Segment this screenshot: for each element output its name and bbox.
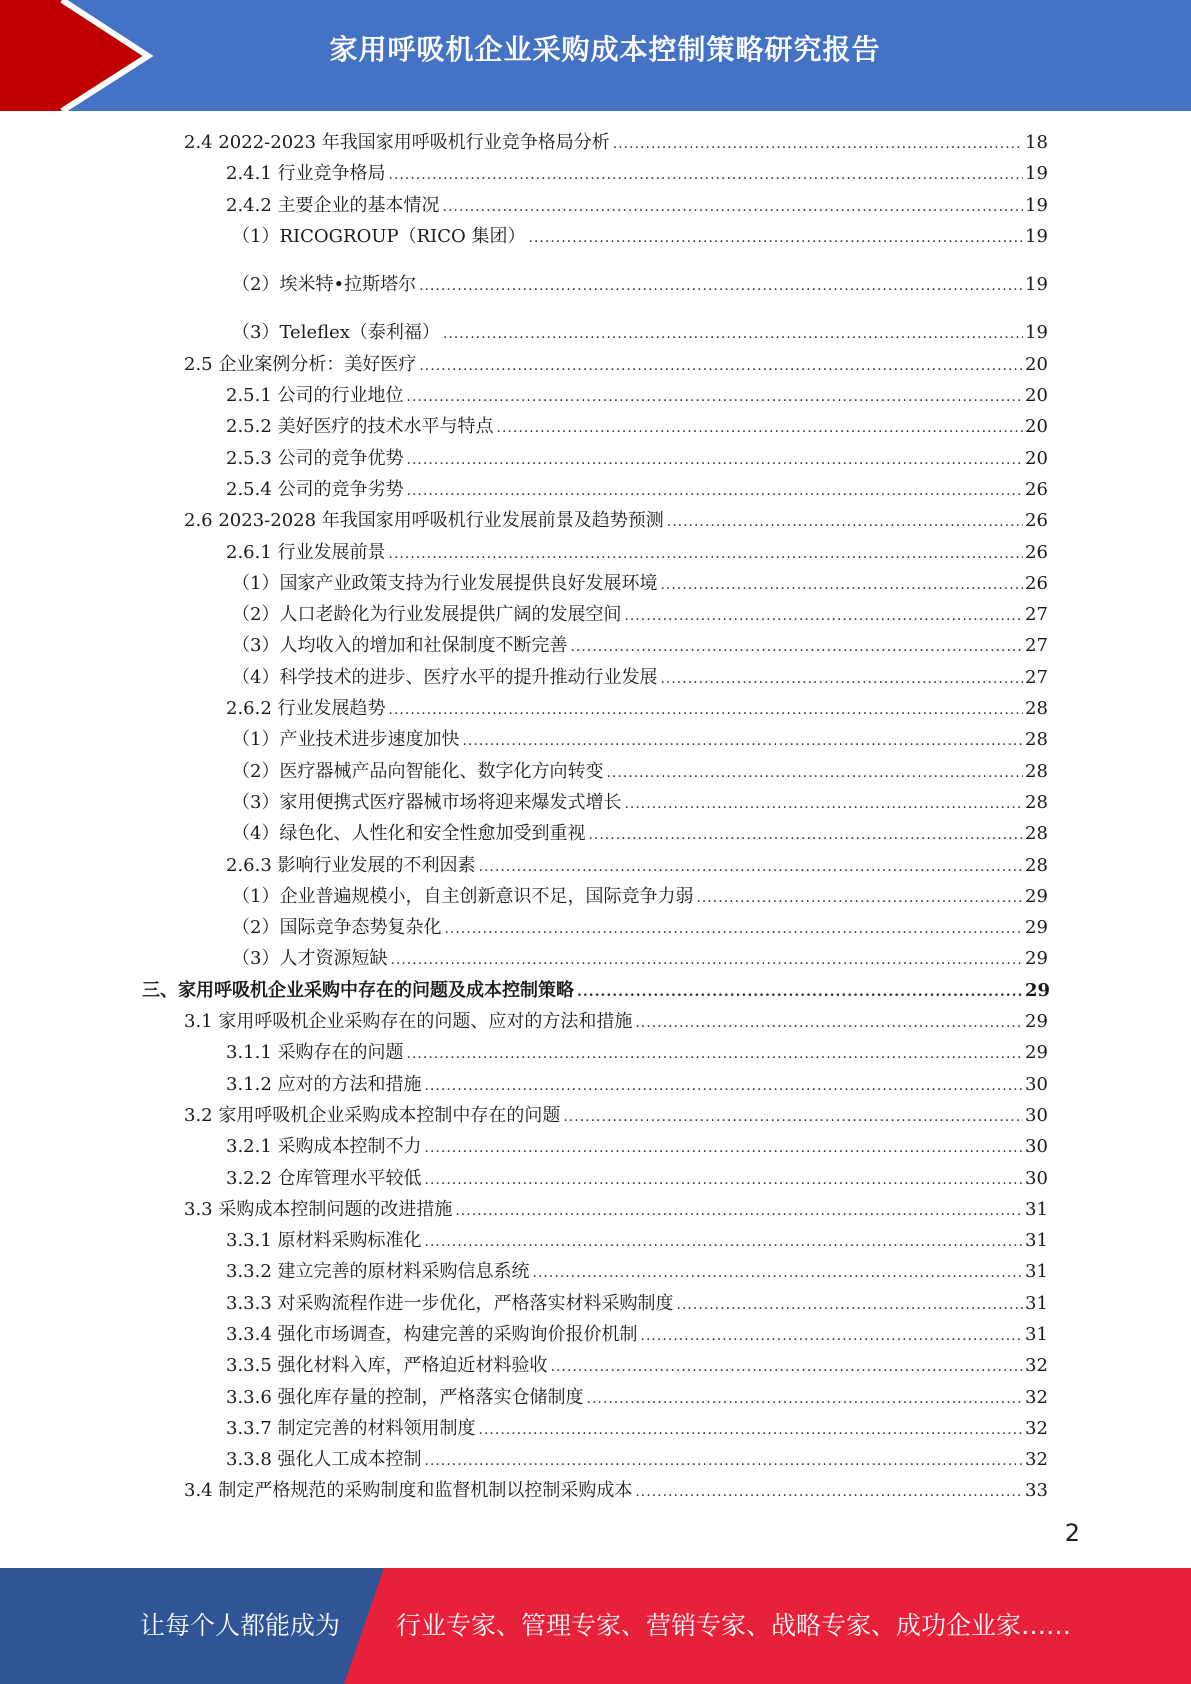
toc-entry[interactable] [232,818,1047,849]
toc-dot-leader [419,271,1023,302]
toc-entry-label: 2.5.2 美好医疗的技术水平与特点 [226,416,494,438]
toc-entry-page: 33 [1025,1480,1048,1502]
document-title: 家用呼吸机企业采购成本控制策略研究报告 [329,33,881,66]
toc-entry[interactable] [226,474,1047,505]
toc-dot-leader [570,632,1023,663]
toc-entry-page: 31 [1025,1292,1048,1314]
toc-entry-label: 三、家用呼吸机企业采购中存在的问题及成本控制策略 [142,979,574,1001]
toc-entry-label: （2）人口老龄化为行业发展提供广阔的发展空间 [232,604,622,626]
toc-dot-leader [407,382,1023,413]
toc-entry-label: 3.3.6 强化库存量的控制，严格落实仓储制度 [226,1386,584,1408]
table-of-contents [0,127,1191,1507]
toc-entry[interactable] [232,724,1047,755]
toc-entry[interactable] [226,1288,1047,1319]
toc-entry-label: 2.4 2022-2023 年我国家用呼吸机行业竞争格局分析 [184,132,610,153]
toc-entry[interactable] [184,1194,1047,1225]
toc-entry-label: 2.5.4 公司的竞争劣势 [226,478,404,500]
toc-dot-leader [660,570,1023,601]
toc-entry[interactable] [232,269,1047,300]
toc-entry[interactable] [184,349,1047,380]
toc-entry-page: 28 [1025,791,1048,813]
toc-entry[interactable] [226,1225,1047,1256]
page-header [0,0,1191,111]
toc-entry-label: 3.3 采购成本控制问题的改进措施 [184,1198,453,1220]
toc-entry-label: 3.1 家用呼吸机企业采购存在的问题、应对的方法和措施 [184,1011,633,1033]
toc-entry-page: 28 [1025,823,1048,845]
toc-entry[interactable] [226,1382,1047,1413]
toc-entry-label: （4）绿色化、人性化和安全性愈加受到重视 [232,823,586,845]
toc-entry-page: 20 [1025,416,1048,438]
toc-entry[interactable] [226,1131,1047,1162]
toc-dot-leader [443,192,1023,223]
toc-entry-label: （4）科学技术的进步、医疗水平的提升推动行业发展 [232,666,658,688]
toc-entry[interactable] [226,411,1047,442]
toc-entry-label: 3.1.2 应对的方法和措施 [226,1073,422,1095]
toc-dot-leader [455,1196,1023,1227]
toc-entry-page: 28 [1025,698,1048,720]
toc-entry-page: 27 [1025,635,1048,657]
toc-entry[interactable] [232,756,1047,787]
toc-entry[interactable] [184,1475,1047,1506]
toc-dot-leader [425,1071,1023,1102]
toc-entry-label: 3.4 制定严格规范的采购制度和监督机制以控制采购成本 [184,1480,633,1502]
toc-dot-leader [635,1008,1023,1039]
toc-entry[interactable] [226,1163,1047,1194]
toc-entry-label: 3.3.1 原材料采购标准化 [226,1230,422,1252]
toc-entry-label: 3.3.3 对采购流程作进一步优化，严格落实材料采购制度 [226,1292,674,1314]
toc-entry-label: 3.2.1 采购成本控制不力 [226,1136,422,1158]
toc-entry-page: 32 [1025,1417,1048,1439]
toc-entry-page: 30 [1025,1073,1048,1095]
toc-entry-page: 27 [1025,666,1048,688]
toc-dot-leader [606,758,1023,789]
page-number: 2 [1064,1519,1080,1547]
toc-entry-page: 31 [1025,1323,1048,1345]
toc-entry-label: 3.3.4 强化市场调查，构建完善的采购询价报价机制 [226,1323,638,1345]
toc-entry-page: 20 [1025,385,1048,407]
toc-entry[interactable] [226,693,1047,724]
toc-entry[interactable] [232,881,1047,912]
toc-dot-leader [419,351,1023,382]
toc-entry-page: 30 [1025,1167,1048,1189]
toc-dot-leader [389,695,1023,726]
toc-entry[interactable] [226,537,1047,568]
toc-dot-leader [390,945,1023,976]
toc-entry[interactable] [232,662,1047,693]
toc-entry-page: 29 [1025,1042,1048,1064]
toc-entry-page: 29 [1025,979,1051,1001]
toc-dot-leader [613,129,1023,160]
toc-dot-leader [529,223,1023,254]
toc-entry-label: 2.6.2 行业发展趋势 [226,698,386,720]
toc-entry[interactable] [232,912,1047,943]
toc-entry-label: 2.4.1 行业竞争格局 [226,163,386,185]
toc-entry-page: 31 [1025,1198,1048,1220]
toc-entry-page: 18 [1025,132,1048,153]
toc-entry-label: 2.6 2023-2028 年我国家用呼吸机行业发展前景及趋势预测 [184,510,664,532]
toc-dot-leader [533,1258,1023,1289]
toc-dot-leader [425,1165,1023,1196]
toc-entry-label: （3）家用便携式医疗器械市场将迎来爆发式增长 [232,791,622,813]
toc-entry-label: （3）Teleflex（泰利福） [232,322,440,344]
toc-entry-page: 28 [1025,729,1048,751]
toc-entry-page: 28 [1025,854,1048,876]
toc-dot-leader [443,319,1023,350]
toc-entry[interactable] [226,443,1047,474]
toc-entry-page: 19 [1025,163,1048,185]
toc-dot-leader [624,789,1023,820]
toc-dot-leader [425,1446,1023,1477]
toc-dot-leader [624,601,1023,632]
toc-entry[interactable] [232,317,1047,348]
toc-entry[interactable] [226,1069,1047,1100]
toc-entry-label: 2.6.3 影响行业发展的不利因素 [226,854,476,876]
toc-dot-leader [696,883,1023,914]
toc-dot-leader [407,476,1023,507]
toc-entry-page: 19 [1025,194,1048,216]
toc-entry-page: 19 [1025,274,1048,296]
toc-entry-label: （3）人均收入的增加和社保制度不断完善 [232,635,568,657]
toc-entry-page: 32 [1025,1386,1048,1408]
toc-dot-leader [641,1321,1023,1352]
toc-entry-label: （1）企业普遍规模小，自主创新意识不足，国际竞争力弱 [232,885,694,907]
toc-entry[interactable] [232,221,1047,252]
toc-entry-page: 31 [1025,1230,1048,1252]
toc-entry-label: 3.3.8 强化人工成本控制 [226,1449,422,1471]
toc-dot-leader [551,1352,1023,1383]
toc-entry-page: 19 [1025,322,1048,344]
toc-dot-leader [577,977,1023,1008]
toc-entry[interactable] [226,1413,1047,1444]
toc-dot-leader [389,160,1023,191]
toc-dot-leader [479,852,1023,883]
toc-entry-page: 29 [1025,885,1048,907]
toc-entry[interactable] [184,127,1047,158]
toc-entry[interactable] [232,599,1047,630]
toc-dot-leader [635,1477,1023,1508]
toc-entry-page: 29 [1025,917,1048,939]
toc-entry[interactable] [184,505,1047,536]
toc-entry-page: 32 [1025,1449,1048,1471]
toc-entry[interactable] [226,850,1047,881]
toc-entry-label: 3.3.2 建立完善的原材料采购信息系统 [226,1261,530,1283]
toc-entry-label: （1）国家产业政策支持为行业发展提供良好发展环境 [232,572,658,594]
toc-dot-leader [479,1415,1023,1446]
toc-dot-leader [497,413,1023,444]
toc-entry-label: 2.5.3 公司的竞争优势 [226,447,404,469]
toc-entry-label: （2）医疗器械产品向智能化、数字化方向转变 [232,760,604,782]
toc-entry-page: 26 [1025,541,1048,563]
toc-entry-page: 20 [1025,447,1048,469]
toc-entry-label: （1）RICOGROUP（RICO 集团） [232,225,526,247]
toc-dot-leader [407,445,1023,476]
toc-entry[interactable] [226,1444,1047,1475]
toc-entry[interactable] [232,943,1047,974]
toc-entry[interactable] [226,1350,1047,1381]
toc-entry[interactable] [226,190,1047,221]
footer-slogan-left: 让每个人都能成为 [140,1611,341,1640]
toc-entry[interactable] [226,1319,1047,1350]
toc-entry[interactable] [226,158,1047,189]
toc-entry-label: 3.1.1 采购存在的问题 [226,1042,404,1064]
toc-dot-leader [444,914,1023,945]
toc-dot-leader [462,726,1023,757]
toc-dot-leader [677,1290,1023,1321]
toc-dot-leader [425,1133,1023,1164]
toc-dot-leader [588,820,1023,851]
toc-entry[interactable] [184,1100,1047,1131]
toc-entry-label: 3.3.5 强化材料入库，严格迫近材料验收 [226,1355,548,1377]
toc-entry[interactable] [184,1006,1047,1037]
toc-entry-label: （3）人才资源短缺 [232,948,388,970]
toc-dot-leader [425,1227,1023,1258]
toc-entry[interactable] [142,975,1051,1006]
toc-entry-label: （1）产业技术进步速度加快 [232,729,460,751]
toc-entry-page: 32 [1025,1355,1048,1377]
toc-entry-page: 29 [1025,1011,1048,1033]
toc-entry-label: 3.3.7 制定完善的材料领用制度 [226,1417,476,1439]
toc-entry[interactable] [226,380,1047,411]
toc-dot-leader [667,507,1023,538]
toc-entry-page: 26 [1025,478,1048,500]
toc-entry-page: 26 [1025,572,1048,594]
toc-entry-page: 31 [1025,1261,1048,1283]
toc-entry-label: 2.5.1 公司的行业地位 [226,385,404,407]
toc-entry-label: （2）国际竞争态势复杂化 [232,917,442,939]
toc-entry-label: 3.2 家用呼吸机企业采购成本控制中存在的问题 [184,1104,561,1126]
toc-entry-page: 27 [1025,604,1048,626]
page-footer [0,1568,1191,1684]
toc-entry-page: 29 [1025,948,1048,970]
toc-entry-page: 20 [1025,353,1048,375]
toc-dot-leader [563,1102,1023,1133]
toc-entry-page: 30 [1025,1104,1048,1126]
toc-entry-label: 2.6.1 行业发展前景 [226,541,386,563]
toc-entry[interactable] [232,787,1047,818]
toc-entry-label: 3.2.2 仓库管理水平较低 [226,1167,422,1189]
toc-dot-leader [407,1039,1023,1070]
toc-dot-leader [660,664,1023,695]
toc-entry-label: 2.5 企业案例分析：美好医疗 [184,353,417,375]
toc-entry-page: 19 [1025,225,1048,247]
toc-entry-page: 30 [1025,1136,1048,1158]
toc-entry-label: （2）埃米特•拉斯塔尔 [232,274,417,296]
toc-entry[interactable] [232,630,1047,661]
toc-entry[interactable] [226,1037,1047,1068]
toc-dot-leader [587,1384,1023,1415]
toc-dot-leader [389,539,1023,570]
toc-entry[interactable] [232,568,1047,599]
footer-slogan-right: 行业专家、管理专家、营销专家、战略专家、成功企业家…… [396,1611,1072,1640]
toc-entry[interactable] [226,1256,1047,1287]
toc-entry-label: 2.4.2 主要企业的基本情况 [226,194,440,216]
toc-entry-page: 28 [1025,760,1048,782]
toc-entry-page: 26 [1025,510,1048,532]
